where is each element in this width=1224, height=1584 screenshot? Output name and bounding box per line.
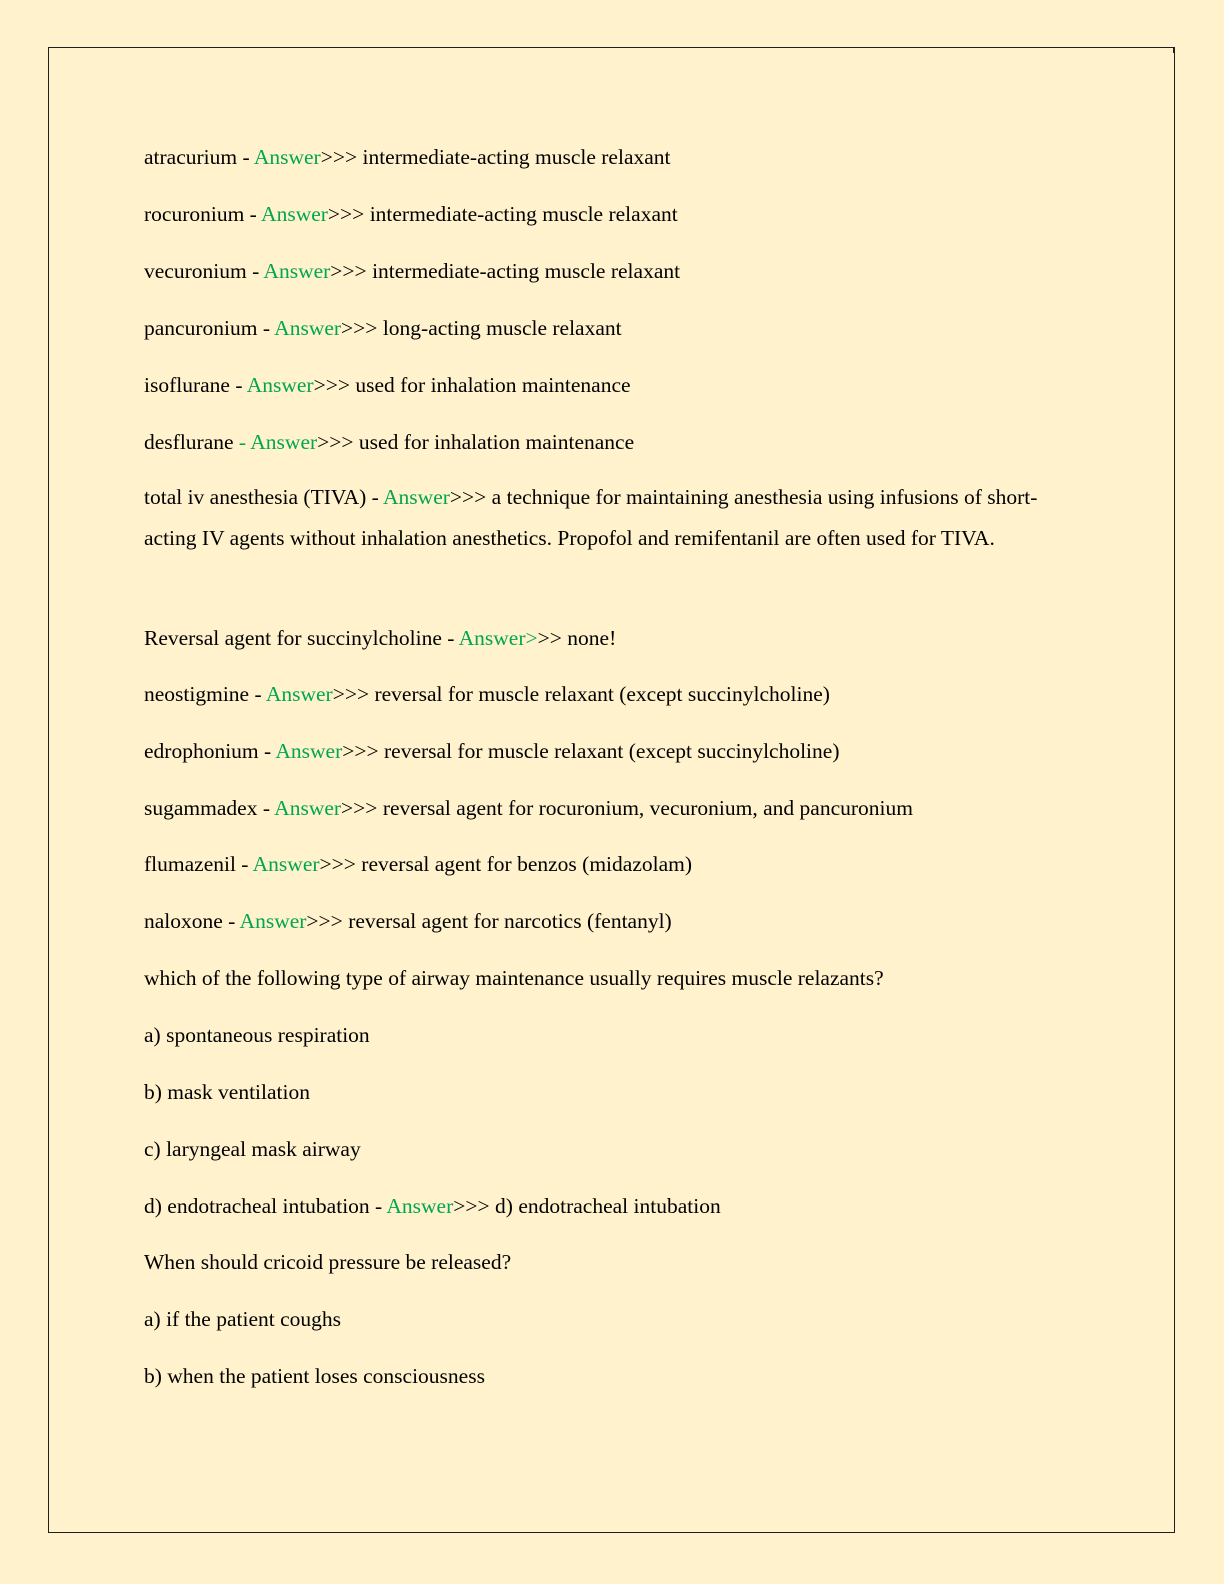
entry-term: rocuronium -	[144, 202, 262, 226]
entry-term: vecuronium -	[144, 259, 264, 283]
answer-label: Answer	[383, 485, 450, 509]
answer-arrow: >>>	[327, 202, 365, 226]
question-2-option-b: b) when the patient loses consciousness	[144, 1364, 485, 1388]
entry-term: atracurium -	[144, 145, 254, 169]
entry-answer: used for inhalation maintenance	[355, 373, 631, 397]
page-border-corner	[1173, 47, 1175, 53]
answer-label: Answer	[458, 626, 526, 650]
answer-label: Answer	[274, 796, 342, 820]
entry-term: isoflurane -	[144, 373, 247, 397]
question-2-option-a: a) if the patient coughs	[144, 1307, 342, 1331]
answer-arrow: >>>	[341, 316, 378, 340]
answer-label: Answer	[274, 316, 342, 340]
answer-label: Answer	[246, 373, 314, 397]
entry-flumazenil	[144, 852, 1084, 876]
entry-tiva	[144, 477, 1084, 559]
question-1-option-c: c) laryngeal mask airway	[144, 1137, 361, 1161]
answer-arrow: >>>	[449, 485, 487, 509]
entry-edrophonium	[144, 739, 1084, 763]
answer-label: Answer	[265, 682, 333, 706]
answer-arrow: >>	[537, 626, 562, 650]
answer-arrow: >>>	[341, 796, 378, 820]
entry-term: pancuronium -	[144, 316, 275, 340]
entry-answer: reversal for muscle relaxant (except succinylcholine)	[374, 682, 830, 706]
answer-label: Answer	[275, 739, 343, 763]
entry-sugammadex	[144, 796, 1084, 820]
entry-answer: none!	[567, 626, 617, 650]
entry-rocuronium	[144, 202, 1084, 226]
answer-arrow: >>>	[317, 430, 354, 454]
entry-answer: reversal for muscle relaxant (except succinylcholine)	[384, 739, 840, 763]
answer-label: Answer	[250, 430, 318, 454]
entry-term: neostigmine -	[144, 682, 266, 706]
entry-vecuronium	[144, 259, 1084, 283]
entry-answer: long-acting muscle relaxant	[382, 316, 622, 340]
entry-term: flumazenil -	[144, 852, 253, 876]
entry-answer: reversal agent for narcotics (fentanyl)	[348, 909, 672, 933]
answer-arrow: >>>	[319, 852, 356, 876]
entry-isoflurane	[144, 373, 1084, 397]
question-1-answer: d) endotracheal intubation	[495, 1194, 721, 1218]
entry-pancuronium	[144, 316, 1084, 340]
answer-arrow-green: >	[525, 626, 538, 650]
entry-term: total iv anesthesia (TIVA) -	[144, 485, 384, 509]
entry-term: edrophonium -	[144, 739, 276, 763]
entry-naloxone	[144, 909, 1084, 933]
entry-answer: reversal agent for rocuronium, vecuronium, and pancuronium	[382, 796, 913, 820]
entry-term: sugammadex -	[144, 796, 275, 820]
entry-term: desflurane	[144, 430, 239, 454]
answer-label: Answer	[261, 202, 328, 226]
entry-atracurium	[144, 145, 1084, 169]
entry-answer: reversal agent for benzos (midazolam)	[361, 852, 693, 876]
answer-label: Answer	[386, 1194, 454, 1218]
option-d-text: d) endotracheal intubation -	[144, 1194, 387, 1218]
question-1-prompt: which of the following type of airway maintenance usually requires muscle relazants?	[144, 966, 884, 990]
answer-label: Answer	[253, 145, 321, 169]
answer-dash: -	[238, 430, 251, 454]
answer-arrow: >>>	[342, 739, 379, 763]
answer-label: Answer	[263, 259, 331, 283]
question-2-prompt: When should cricoid pressure be released?	[144, 1250, 512, 1274]
question-1-option-b: b) mask ventilation	[144, 1080, 310, 1104]
entry-term: Reversal agent for succinylcholine -	[144, 626, 459, 650]
answer-label: Answer	[252, 852, 320, 876]
entry-answer: intermediate-acting muscle relaxant	[362, 145, 671, 169]
entry-answer: intermediate-acting muscle relaxant	[372, 259, 681, 283]
entry-answer: intermediate-acting muscle relaxant	[369, 202, 678, 226]
answer-arrow: >>>	[306, 909, 343, 933]
answer-arrow: >>>	[453, 1194, 490, 1218]
answer-arrow: >>>	[330, 259, 367, 283]
entry-term: naloxone -	[144, 909, 240, 933]
entry-succinylcholine-reversal	[144, 626, 1084, 650]
entry-answer: a technique for maintaining anesthesia using infusions of short-acting IV agents without inhalation anesthetics. Propofol and remifentanil are often used for TIVA.	[144, 485, 1038, 550]
entry-desflurane	[144, 430, 1084, 454]
answer-label: Answer	[239, 909, 307, 933]
answer-arrow: >>>	[313, 373, 350, 397]
question-1-option-a: a) spontaneous respiration	[144, 1023, 370, 1047]
answer-arrow: >>>	[320, 145, 358, 169]
question-1-option-d	[144, 1194, 1084, 1218]
entry-answer: used for inhalation maintenance	[358, 430, 635, 454]
answer-arrow: >>>	[332, 682, 370, 706]
entry-neostigmine	[144, 682, 1084, 706]
